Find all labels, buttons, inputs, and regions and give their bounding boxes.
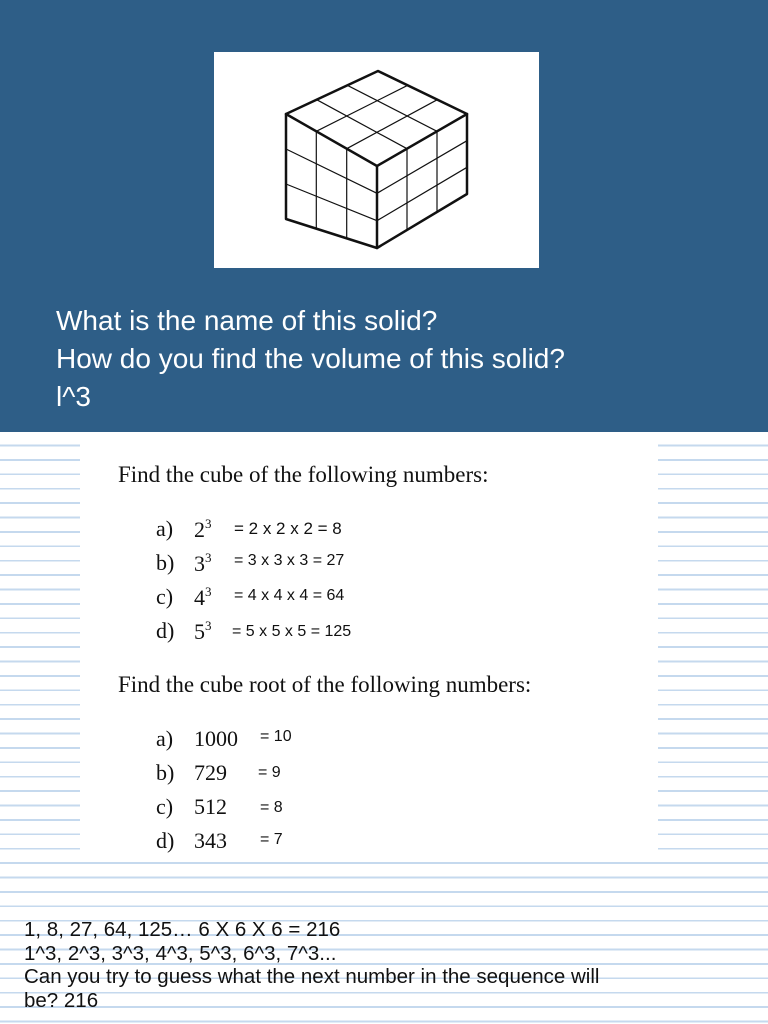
root-item — [80, 760, 658, 790]
cube-item — [80, 516, 658, 546]
sequence-notes — [24, 918, 724, 1012]
worksheet-panel — [80, 444, 658, 862]
root-section-title: Find the cube root of the following numbers: — [118, 672, 532, 697]
item-letter: c) — [156, 584, 174, 609]
item-letter: a) — [156, 516, 174, 541]
question-text — [56, 302, 746, 416]
item-letter: b) — [156, 760, 175, 785]
item-letter: c) — [156, 794, 174, 819]
cube-figure — [214, 52, 539, 268]
item-value: 343 — [194, 828, 227, 853]
item-answer: = 8 — [260, 799, 283, 816]
item-value: 729 — [194, 760, 227, 785]
cube-item — [80, 584, 658, 614]
item-letter: d) — [156, 828, 175, 853]
root-item — [80, 828, 658, 858]
item-base: $5^3$ — [194, 618, 212, 644]
question-line-1: What is the name of this solid? — [56, 305, 438, 336]
item-base: $2^3$ — [194, 516, 212, 542]
root-item — [80, 726, 658, 756]
item-letter: a) — [156, 726, 174, 751]
item-answer: = 9 — [258, 764, 281, 781]
item-base: $3^3$ — [194, 550, 212, 576]
item-answer: = 3 x 3 x 3 = 27 — [234, 552, 345, 569]
notes-line-3: Can you try to guess what the next number in the sequence will — [24, 965, 600, 988]
item-letter: b) — [156, 550, 175, 575]
item-letter: d) — [156, 618, 175, 643]
item-answer: = 10 — [260, 728, 292, 745]
item-answer: = 4 x 4 x 4 = 64 — [234, 587, 345, 604]
header-panel — [0, 0, 768, 432]
cube-section-title: Find the cube of the following numbers: — [118, 462, 489, 487]
notes-line-4: be? 216 — [24, 988, 99, 1012]
notes-line-1: 1, 8, 27, 64, 125… 6 X 6 X 6 = 216 — [24, 918, 341, 941]
root-item — [80, 794, 658, 824]
notes-line-2: 1^3, 2^3, 3^3, 4^3, 5^3, 6^3, 7^3... — [24, 941, 337, 965]
item-answer: = 2 x 2 x 2 = 8 — [234, 519, 342, 538]
item-base: $4^3$ — [194, 584, 212, 610]
question-line-2: How do you find the volume of this solid? — [56, 343, 565, 374]
cube-item — [80, 618, 658, 648]
item-value: 512 — [194, 794, 227, 819]
item-value: 1000 — [194, 726, 238, 751]
item-answer: = 5 x 5 x 5 = 125 — [232, 623, 352, 640]
question-line-3: l^3 — [56, 381, 91, 412]
cube-3x3-icon — [214, 52, 539, 268]
item-answer: = 7 — [260, 831, 283, 848]
cube-item — [80, 550, 658, 580]
